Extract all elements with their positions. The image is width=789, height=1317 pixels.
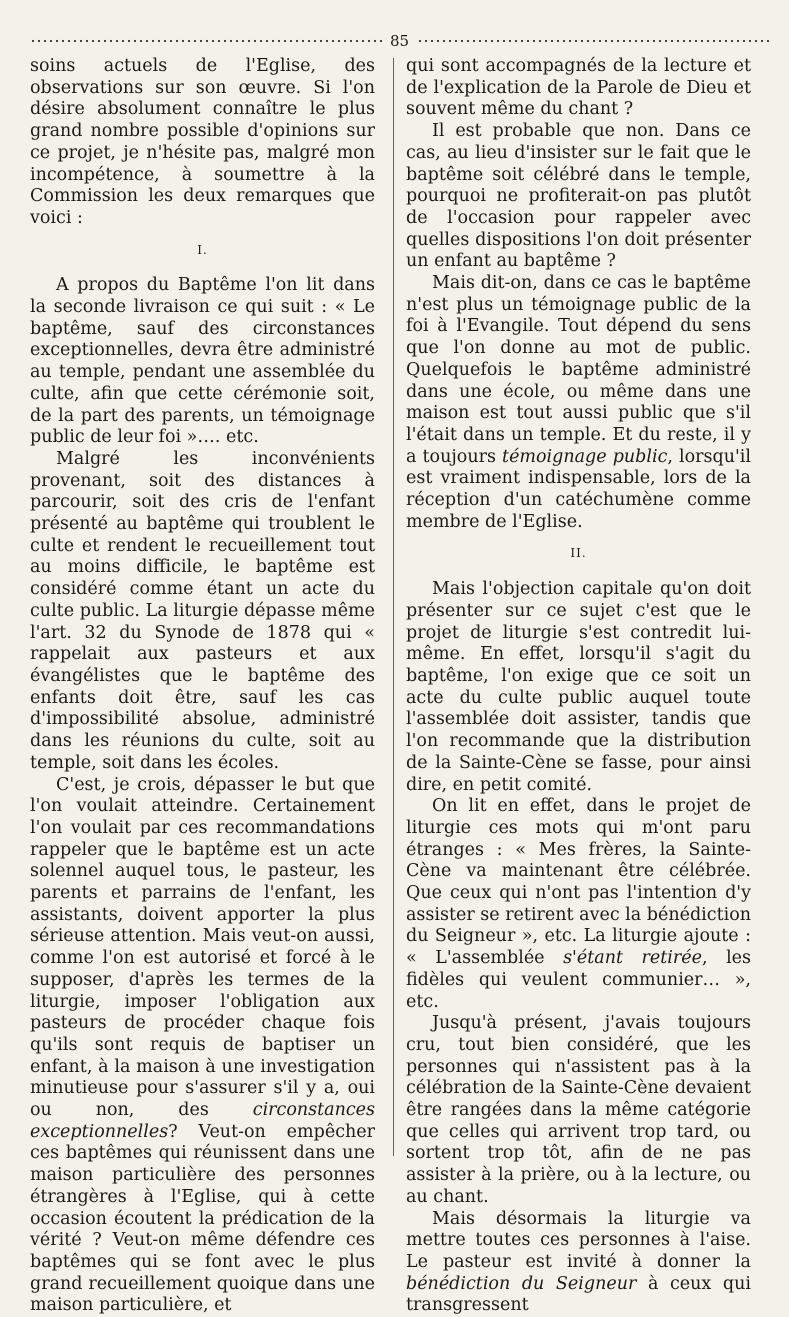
right-paragraph-6: Jusqu'à présent, j'avais toujours cru, tout bien considéré, que les personnes qui n'assistent pas à la célébration de la Sainte-Cène devaient être rangées dans la même catégorie que celles qui arrivent trop tard, ou sortent trop tôt, afin de ne pas assister à la prière, ou à la lecture, ou au chant.	[406, 1013, 751, 1208]
section-heading-1: I.	[30, 240, 375, 262]
left-paragraph-4-emphasis: circonstances exceptionnelles	[30, 1100, 375, 1142]
left-paragraph-1: soins actuels de l'Eglise, des observations sur son œuvre. Si l'on désire absolument connaître le plus grand nombre possible d'opinions sur ce projet, je n'hésite pas, malgré mon incompétence, à soumettre à la Commission les deux remarques que voici :	[30, 56, 375, 230]
right-paragraph-7	[406, 1209, 751, 1317]
header-rule-left	[30, 38, 382, 44]
right-paragraph-2: Il est probable que non. Dans ce cas, au lieu d'insister sur le fait que le baptême soit célébré dans le temple, pourquoi ne profiterait-on pas plutôt de l'occasion pour rappeler avec quelles dispositions l'on doit présenter un enfant au baptême ?	[406, 121, 751, 273]
left-paragraph-4-text-b: ? Veut-on empêcher ces baptêmes qui réunissent dans une maison particulière des personnes étrangères à l'Eglise, qui à cette occasion écoutent la prédication de la vérité ? Veut-on même défendre ces baptêmes qui se font avec le plus grand recueillement quoique dans une maison particulière, et	[30, 1122, 375, 1316]
right-paragraph-5-text-a: On lit en effet, dans le projet de liturgie ces mots qui m'ont paru étranges : « Mes frères, la Sainte-Cène va maintenant être célébrée. Que ceux qui n'ont pas l'intention d'y assister se retirent avec la bénédiction du Seigneur », etc. La liturgie ajoute : « L'assemblée	[406, 796, 751, 968]
column-divider	[393, 58, 394, 1156]
right-paragraph-5-emphasis: s'étant retirée	[563, 948, 702, 968]
page-header	[30, 30, 769, 52]
right-paragraph-1: qui sont accompagnés de la lecture et de l'explication de la Parole de Dieu et souvent même du chant ?	[406, 56, 751, 121]
left-paragraph-3: Malgré les inconvénients provenant, soit des distances à parcourir, soit des cris de l'enfant présenté au baptême qui troublent le culte et rendent le recueillement tout au moins difficile, le baptême est considéré comme étant un acte du culte public. La liturgie dépasse même l'art. 32 du Synode de 1878 qui « rappelait aux pasteurs et aux évangélistes que le baptême des enfants doit être, sauf les cas d'impossibilité absolue, administré dans les réunions du culte, soit au temple, soit dans les écoles.	[30, 449, 375, 775]
right-column	[406, 56, 751, 1317]
right-paragraph-4: Mais l'objection capitale qu'on doit présenter sur ce sujet c'est que le projet de liturgie s'est contredit lui-même. En effet, lorsqu'il s'agit du baptême, l'on exige que ce soit un acte du culte public auquel toute l'assemblée doit assister, tandis que l'on recommande que la distribution de la Sainte-Cène se fasse, pour ainsi dire, en petit comité.	[406, 579, 751, 796]
left-column	[30, 56, 375, 1317]
right-paragraph-7-text-a: Mais désormais la liturgie va mettre toutes ces personnes à l'aise. Le pasteur est invité à donner la	[406, 1209, 751, 1272]
right-paragraph-5	[406, 796, 751, 1013]
right-paragraph-7-text-b: à ceux qui transgressent	[406, 1274, 751, 1316]
right-paragraph-3	[406, 273, 751, 533]
page-number: 85	[382, 34, 417, 49]
two-column-body	[30, 56, 769, 1317]
section-heading-2: II.	[406, 543, 751, 565]
right-paragraph-3-emphasis: témoignage public	[502, 447, 667, 467]
right-paragraph-3-text-a: Mais dit-on, dans ce cas le baptême n'est plus un témoignage public de la foi à l'Evangile. Tout dépend du sens que l'on donne au mot de public. Quelquefois le baptême administré dans une école, ou même dans une maison est tout aussi public que s'il l'était dans un temple. Et du reste, il y a toujours	[406, 273, 751, 467]
right-paragraph-3-text-b: , lorsqu'il est vraiment indispensable, lors de la réception d'un catéchumène comme membre de l'Eglise.	[406, 447, 751, 532]
left-paragraph-4-text-a: C'est, je crois, dépasser le but que l'on voulait atteindre. Certainement l'on voulait par ces recommandations rappeler que le baptême est un acte solennel auquel tous, le pasteur, les parents et parrains de l'enfant, les assistants, doivent apporter la plus sérieuse attention. Mais veut-on aussi, comme l'on est autorisé et forcé à le supposer, d'après les termes de la liturgie, imposer l'obligation aux pasteurs de procéder chaque fois qu'ils sont requis de baptiser un enfant, à la maison à une investigation minutieuse pour s'assurer s'il y a, oui ou non, des	[30, 775, 375, 1121]
left-paragraph-4	[30, 775, 375, 1317]
right-paragraph-5-text-b: , les fidèles qui veulent communier… », etc.	[406, 948, 751, 1011]
header-rule-right	[417, 38, 769, 44]
right-paragraph-7-emphasis: bénédiction du Seigneur	[406, 1274, 636, 1294]
left-paragraph-2: A propos du Baptême l'on lit dans la seconde livraison ce qui suit : « Le baptême, sauf des circonstances exceptionnelles, devra être administré au temple, pendant une assemblée du culte, afin que cette cérémonie soit, de la part des parents, un témoignage public de leur foi »…. etc.	[30, 275, 375, 449]
